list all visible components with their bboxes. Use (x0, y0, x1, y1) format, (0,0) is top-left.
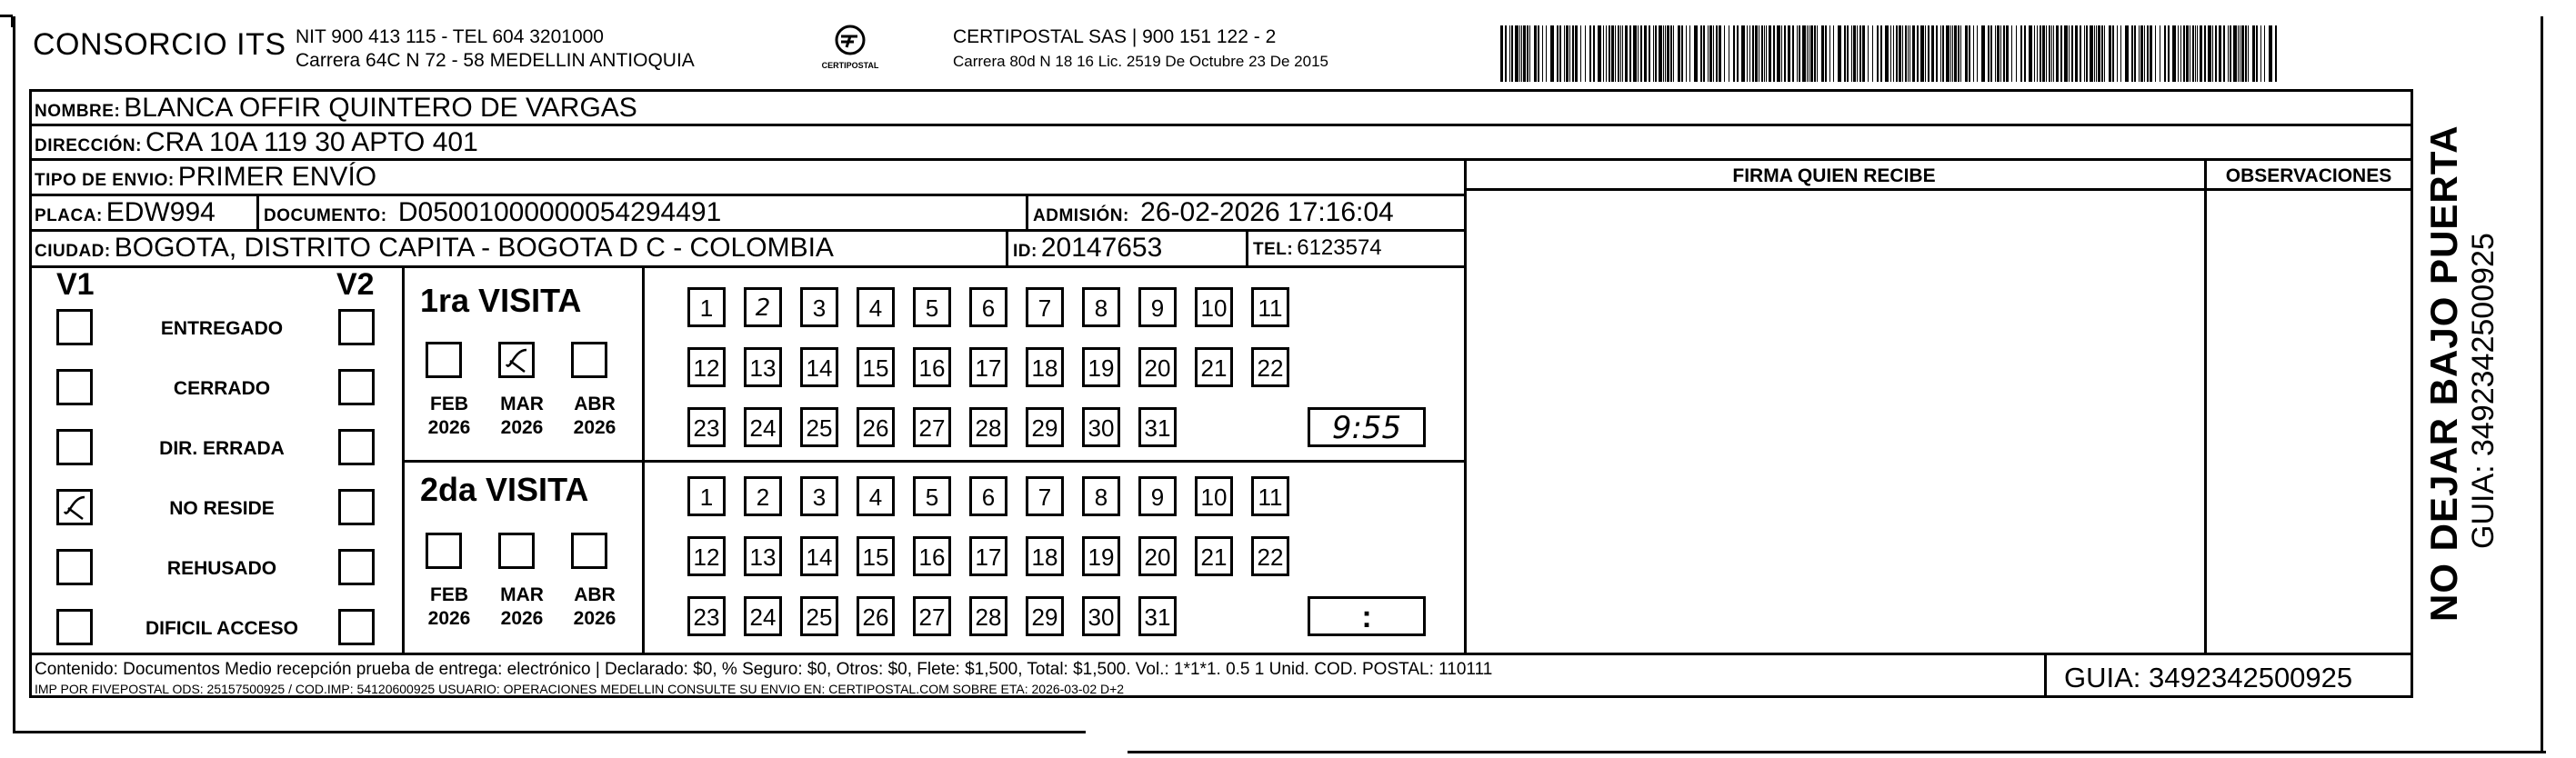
visit2-day: 23 (687, 596, 726, 636)
visit2-month-label: ABR (574, 584, 616, 605)
status-label: DIFICIL ACCESO (145, 618, 298, 639)
visit1-day: 2 (744, 287, 782, 327)
no-dejar-warning: NO DEJAR BAJO PUERTA (2422, 125, 2465, 622)
visit-divider (402, 460, 1464, 463)
visit1-day: 30 (1082, 407, 1120, 447)
visit2-day: 12 (687, 536, 726, 576)
visit1-day: 4 (857, 287, 895, 327)
visit2-day: 24 (744, 596, 782, 636)
visit1-day: 25 (800, 407, 838, 447)
direccion-field: DIRECCIÓN: CRA 10A 119 30 APTO 401 (35, 127, 478, 157)
visit2-time: : (1308, 596, 1426, 636)
courier-license: Carrera 80d N 18 16 Lic. 2519 De Octubre 23 De 2015 (953, 53, 1328, 70)
cell-line (256, 194, 259, 230)
visit1-month-label: MAR (500, 394, 544, 414)
visit1-day: 13 (744, 347, 782, 387)
v1-checkbox (56, 549, 93, 585)
placa-field: PLACA: EDW994 (35, 197, 216, 227)
visit1-day: 8 (1082, 287, 1120, 327)
frame-bottom-right (1128, 751, 2546, 753)
visit2-day: 27 (913, 596, 951, 636)
visit2-year-label: 2026 (500, 608, 544, 629)
visit1-day: 22 (1251, 347, 1289, 387)
footer-contenido: Contenido: Documentos Medio recepción prueba de entrega: electrónico | Declarado: $0, % Seguro: $0, Otros: $0, Flete: $1,500, Total: $1,500. Vol.: 1*1*1. 0.5 1 Unid. COD. POSTAL: 110111 (35, 660, 1493, 679)
col-header-line (1464, 188, 2413, 191)
status-label: CERRADO (173, 378, 271, 399)
visit1-year-label: 2026 (573, 417, 616, 438)
visit2-day: 30 (1082, 596, 1120, 636)
visit2-day: 18 (1026, 536, 1064, 576)
visit1-day: 1 (687, 287, 726, 327)
company-nit: NIT 900 413 115 - TEL 604 3201000 (296, 26, 604, 47)
visit1-month-checkbox (426, 342, 462, 378)
documento-field: DOCUMENTO: D05001000000054294491 (264, 197, 722, 227)
visit1-day: 18 (1026, 347, 1064, 387)
frame-right (2541, 16, 2543, 753)
visit1-title: 1ra VISITA (420, 282, 582, 319)
visit1-month-label: FEB (430, 394, 468, 414)
footer-imp: IMP POR FIVEPOSTAL ODS: 25157500925 / COD.IMP: 54120600925 USUARIO: OPERACIONES MEDELLIN CONSULTE SU ENVIO EN: CERTIPOSTAL.COM SOBRE ETA: 2026-03-02 D+2 (35, 682, 1125, 696)
visit1-year-label: 2026 (427, 417, 471, 438)
visit1-day: 3 (800, 287, 838, 327)
visit2-day: 5 (913, 476, 951, 516)
firma-header: FIRMA QUIEN RECIBE (1732, 165, 1936, 186)
visit2-day: 4 (857, 476, 895, 516)
visit2-day: 20 (1138, 536, 1177, 576)
visit2-day: 1 (687, 476, 726, 516)
visit2-day: 7 (1026, 476, 1064, 516)
v1-header: V1 (56, 267, 95, 302)
tel-field: TEL: 6123574 (1253, 235, 1382, 260)
visit1-day: 19 (1082, 347, 1120, 387)
logo-text: CERTIPOSTAL (821, 61, 879, 70)
company-name: CONSORCIO ITS (33, 27, 286, 62)
visit1-month-checkbox (498, 342, 535, 378)
v1-checkbox (56, 609, 93, 645)
nombre-field: NOMBRE: BLANCA OFFIR QUINTERO DE VARGAS (35, 93, 637, 123)
visit2-day: 25 (800, 596, 838, 636)
visit2-month-checkbox (498, 533, 535, 569)
visit2-day: 31 (1138, 596, 1177, 636)
visit1-day: 20 (1138, 347, 1177, 387)
visit1-year-label: 2026 (500, 417, 544, 438)
frame-bottom-left (13, 731, 1086, 733)
footer-line (29, 653, 2413, 655)
col-line (1464, 158, 1467, 653)
ciudad-field: CIUDAD: BOGOTA, DISTRITO CAPITA - BOGOTA D C - COLOMBIA (35, 233, 834, 263)
visit2-title: 2da VISITA (420, 471, 589, 508)
visit2-day: 10 (1195, 476, 1233, 516)
col-line (2204, 158, 2207, 653)
visit2-day: 14 (800, 536, 838, 576)
visit2-day: 29 (1026, 596, 1064, 636)
v2-checkbox (338, 489, 375, 525)
v1-checkbox (56, 309, 93, 345)
status-label: DIR. ERRADA (159, 438, 285, 459)
cell-line (1026, 194, 1028, 230)
visit1-day: 12 (687, 347, 726, 387)
side-guia: GUIA: 3492342500925 (2466, 233, 2501, 549)
visit1-day: 28 (969, 407, 1007, 447)
status-divider (402, 265, 405, 653)
tipo-envio-field: TIPO DE ENVIO: PRIMER ENVÍO (35, 162, 377, 192)
v2-checkbox (338, 369, 375, 405)
cell-line (1006, 229, 1008, 265)
certipostal-logo (814, 24, 887, 70)
visit1-day: 7 (1026, 287, 1064, 327)
visit2-day: 13 (744, 536, 782, 576)
visit2-day: 2 (744, 476, 782, 516)
visit2-day: 15 (857, 536, 895, 576)
v2-checkbox (338, 309, 375, 345)
visit1-day: 16 (913, 347, 951, 387)
visit2-year-label: 2026 (573, 608, 616, 629)
month-divider (642, 265, 645, 653)
visit1-day: 24 (744, 407, 782, 447)
v1-checkbox (56, 489, 93, 525)
visit2-day: 8 (1082, 476, 1120, 516)
footer-guia: GUIA: 3492342500925 (2064, 662, 2353, 693)
v1-checkbox (56, 369, 93, 405)
visit2-day: 19 (1082, 536, 1120, 576)
barcode (1500, 25, 2282, 82)
status-label: ENTREGADO (160, 318, 284, 339)
visit1-day: 26 (857, 407, 895, 447)
id-field: ID: 20147653 (1013, 233, 1163, 263)
visit1-day: 27 (913, 407, 951, 447)
cell-line (1246, 229, 1248, 265)
visit1-day: 23 (687, 407, 726, 447)
visit1-day: 17 (969, 347, 1007, 387)
visit2-day: 11 (1251, 476, 1289, 516)
visit2-day: 16 (913, 536, 951, 576)
visit1-day: 29 (1026, 407, 1064, 447)
visit2-day: 9 (1138, 476, 1177, 516)
visit1-day: 10 (1195, 287, 1233, 327)
corner-mark (0, 15, 13, 17)
visit1-day: 5 (913, 287, 951, 327)
company-address: Carrera 64C N 72 - 58 MEDELLIN ANTIOQUIA (296, 50, 695, 71)
visit2-month-label: FEB (430, 584, 468, 605)
v2-checkbox (338, 549, 375, 585)
visit2-day: 17 (969, 536, 1007, 576)
visit2-day: 22 (1251, 536, 1289, 576)
observaciones-header: OBSERVACIONES (2225, 165, 2392, 186)
v2-header: V2 (336, 267, 375, 302)
visit2-day: 28 (969, 596, 1007, 636)
v2-checkbox (338, 609, 375, 645)
visit2-day: 6 (969, 476, 1007, 516)
visit1-day: 14 (800, 347, 838, 387)
v2-checkbox (338, 429, 375, 465)
visit2-day: 3 (800, 476, 838, 516)
footer-divider (2044, 653, 2047, 698)
status-label: REHUSADO (166, 558, 277, 579)
visit2-month-checkbox (426, 533, 462, 569)
visit1-day: 15 (857, 347, 895, 387)
visit1-month-checkbox (571, 342, 607, 378)
visit1-day: 11 (1251, 287, 1289, 327)
visit2-year-label: 2026 (427, 608, 471, 629)
visit1-month-label: ABR (574, 394, 616, 414)
visit2-day: 26 (857, 596, 895, 636)
frame-left (13, 16, 15, 733)
visit1-day: 21 (1195, 347, 1233, 387)
visit1-day: 9 (1138, 287, 1177, 327)
visit2-month-checkbox (571, 533, 607, 569)
visit1-day: 31 (1138, 407, 1177, 447)
visit1-day: 6 (969, 287, 1007, 327)
visit2-day: 21 (1195, 536, 1233, 576)
visit1-time: 9:55 (1308, 407, 1426, 447)
admision-field: ADMISIÓN: 26-02-2026 17:16:04 (1033, 197, 1394, 227)
status-label: NO RESIDE (169, 498, 275, 519)
courier-name: CERTIPOSTAL SAS | 900 151 122 - 2 (953, 26, 1277, 47)
v1-checkbox (56, 429, 93, 465)
visit2-month-label: MAR (500, 584, 544, 605)
